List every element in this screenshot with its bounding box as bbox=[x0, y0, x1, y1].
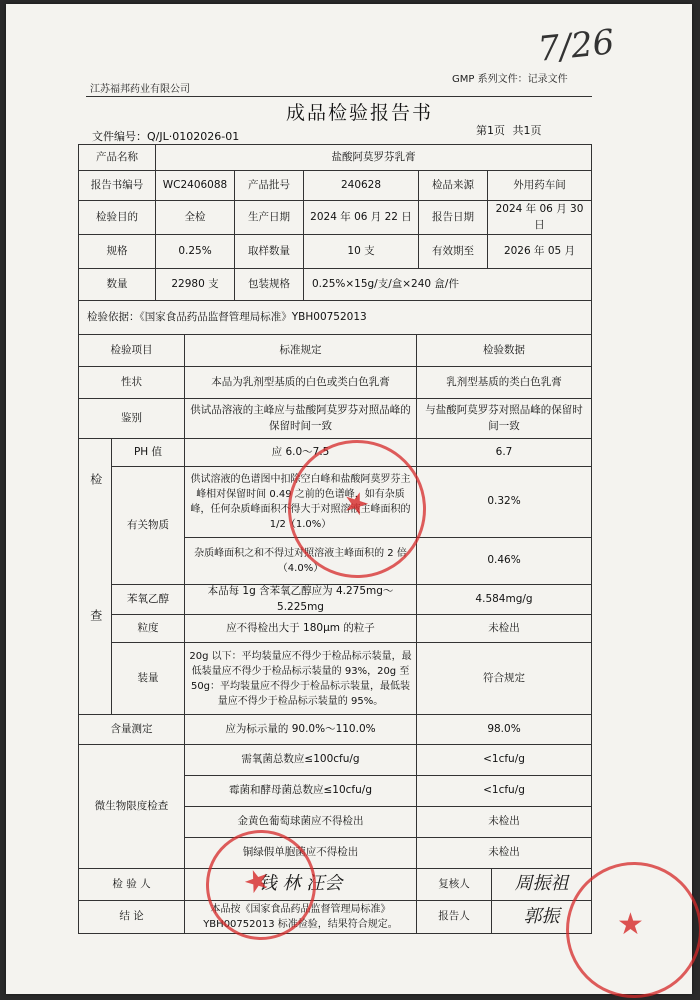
product-name: 盐酸阿莫罗芬乳膏 bbox=[155, 144, 592, 171]
col-header-standard: 标准规定 bbox=[184, 334, 417, 367]
expiry-label: 有效期至 bbox=[418, 234, 488, 269]
std-fill: 20g 以下：平均装量应不得少于检品标示装量，最低装量应不得少于检品标示装量的 93%，20g 至 50g：平均装量应不得少于检品标示装量，最低装量应不得少于检品标示装量的 95%。 bbox=[184, 642, 417, 715]
reporter-signature: 郭振 bbox=[523, 905, 560, 927]
res-identification: 与盐酸阿莫罗芬对照品峰的保留时间一致 bbox=[416, 398, 592, 439]
item-ph: PH 值 bbox=[111, 438, 185, 467]
conclusion-label: 结 论 bbox=[78, 900, 185, 934]
std-ph: 应 6.0～7.5 bbox=[184, 438, 417, 467]
res-staph-aureus: 未检出 bbox=[416, 806, 592, 838]
std-identification: 供试品溶液的主峰应与盐酸阿莫罗芬对照品峰的保留时间一致 bbox=[184, 398, 417, 439]
reviewer-signature: 周振祖 bbox=[514, 873, 569, 895]
inspection-basis: 检验依据：《国家食品药品监督管理局标准》YBH00752013 bbox=[78, 300, 592, 335]
document-title: 成品检验报告书 bbox=[286, 102, 434, 124]
report-sheet bbox=[6, 4, 692, 994]
reporter-label: 报告人 bbox=[416, 900, 492, 934]
std-related-2: 杂质峰面积之和不得过对照溶液主峰面积的 2 倍（4.0%） bbox=[184, 537, 417, 585]
prod-date-label: 生产日期 bbox=[234, 200, 304, 235]
spec-label: 规格 bbox=[78, 234, 156, 269]
qty-label: 数量 bbox=[78, 268, 156, 301]
inspector-signature-cell bbox=[184, 868, 417, 901]
res-aerobic-count: <1cfu/g bbox=[416, 744, 592, 776]
std-phenoxyethanol: 本品每 1g 含苯氧乙醇应为 4.275mg～5.225mg bbox=[184, 584, 417, 615]
item-identification: 鉴别 bbox=[78, 398, 185, 439]
reporter-signature-cell bbox=[491, 900, 592, 934]
company-name: 江苏福邦药业有限公司 bbox=[90, 84, 190, 95]
item-appearance: 性状 bbox=[78, 366, 185, 399]
col-header-result: 检验数据 bbox=[416, 334, 592, 367]
col-header-item: 检验项目 bbox=[78, 334, 185, 367]
pack-spec: 0.25%×15g/支/盒×240 盒/件 bbox=[303, 268, 592, 301]
header-rule bbox=[86, 96, 592, 97]
page-info: 第1页 共1页 bbox=[476, 124, 542, 137]
product-name-label: 产品名称 bbox=[78, 144, 156, 171]
handwritten-page-number: 7/26 bbox=[536, 22, 617, 70]
std-mold-yeast: 霉菌和酵母菌总数应≤10cfu/g bbox=[184, 775, 417, 807]
check-group-label bbox=[78, 438, 112, 715]
seal-star-icon: ★ bbox=[617, 907, 644, 942]
res-pseudomonas: 未检出 bbox=[416, 837, 592, 869]
std-staph-aureus: 金黄色葡萄球菌应不得检出 bbox=[184, 806, 417, 838]
batch-label: 产品批号 bbox=[234, 170, 304, 201]
prod-date: 2024 年 06 月 22 日 bbox=[303, 200, 419, 235]
std-related-1: 供试溶液的色谱图中扣除空白峰和盐酸阿莫罗芬主峰相对保留时间 0.49 之前的色谱峰，如有杂质峰，任何杂质峰面积不得大于对照溶液主峰面积的 1/2（1.0%） bbox=[184, 466, 417, 538]
reviewer-signature-cell bbox=[491, 868, 592, 901]
report-table bbox=[78, 144, 592, 934]
purpose-label: 检验目的 bbox=[78, 200, 156, 235]
std-pseudomonas: 铜绿假单胞菌应不得检出 bbox=[184, 837, 417, 869]
batch-number: 240628 bbox=[303, 170, 419, 201]
res-ph: 6.7 bbox=[416, 438, 592, 467]
report-date: 2024 年 06 月 30 日 bbox=[487, 200, 592, 235]
reviewer-label: 复核人 bbox=[416, 868, 492, 901]
stamp-star-icon: ★ bbox=[337, 483, 375, 525]
source: 外用药车间 bbox=[487, 170, 592, 201]
report-date-label: 报告日期 bbox=[418, 200, 488, 235]
item-assay: 含量测定 bbox=[78, 714, 185, 745]
sample-qty: 10 支 bbox=[303, 234, 419, 269]
res-related-2: 0.46% bbox=[416, 537, 592, 585]
std-appearance: 本品为乳剂型基质的白色或类白色乳膏 bbox=[184, 366, 417, 399]
res-fill: 符合规定 bbox=[416, 642, 592, 715]
res-appearance: 乳剂型基质的类白色乳膏 bbox=[416, 366, 592, 399]
qty: 22980 支 bbox=[155, 268, 235, 301]
expiry: 2026 年 05 月 bbox=[487, 234, 592, 269]
conclusion-text: 本品按《国家食品药品监督管理局标准》YBH00752013 标准检验，结果符合规定。 bbox=[184, 900, 417, 934]
source-label: 检品来源 bbox=[418, 170, 488, 201]
res-related-1: 0.32% bbox=[416, 466, 592, 538]
file-number: 文件编号：Q/JL·0102026-01 bbox=[92, 130, 240, 143]
spec: 0.25% bbox=[155, 234, 235, 269]
stamp-star-icon: ★ bbox=[238, 860, 276, 903]
res-phenoxyethanol: 4.584mg/g bbox=[416, 584, 592, 615]
item-fill: 装量 bbox=[111, 642, 185, 715]
item-related-substances: 有关物质 bbox=[111, 466, 185, 585]
gmp-label: GMP 系列文件：记录文件 bbox=[452, 74, 568, 85]
item-microbial-limit: 微生物限度检查 bbox=[78, 744, 185, 869]
res-mold-yeast: <1cfu/g bbox=[416, 775, 592, 807]
check-group-text: 检 查 bbox=[88, 472, 103, 681]
res-particle-size: 未检出 bbox=[416, 614, 592, 643]
item-particle-size: 粒度 bbox=[111, 614, 185, 643]
inspector-label: 检 验 人 bbox=[78, 868, 185, 901]
report-no: WC2406088 bbox=[155, 170, 235, 201]
std-particle-size: 应不得检出大于 180μm 的粒子 bbox=[184, 614, 417, 643]
pack-label: 包装规格 bbox=[234, 268, 304, 301]
res-assay: 98.0% bbox=[416, 714, 592, 745]
report-no-label: 报告书编号 bbox=[78, 170, 156, 201]
purpose: 全检 bbox=[155, 200, 235, 235]
std-assay: 应为标示量的 90.0%～110.0% bbox=[184, 714, 417, 745]
inspector-signature: 钱 林 汪会 bbox=[258, 873, 343, 895]
std-aerobic-count: 需氧菌总数应≤100cfu/g bbox=[184, 744, 417, 776]
sample-qty-label: 取样数量 bbox=[234, 234, 304, 269]
item-phenoxyethanol: 苯氧乙醇 bbox=[111, 584, 185, 615]
